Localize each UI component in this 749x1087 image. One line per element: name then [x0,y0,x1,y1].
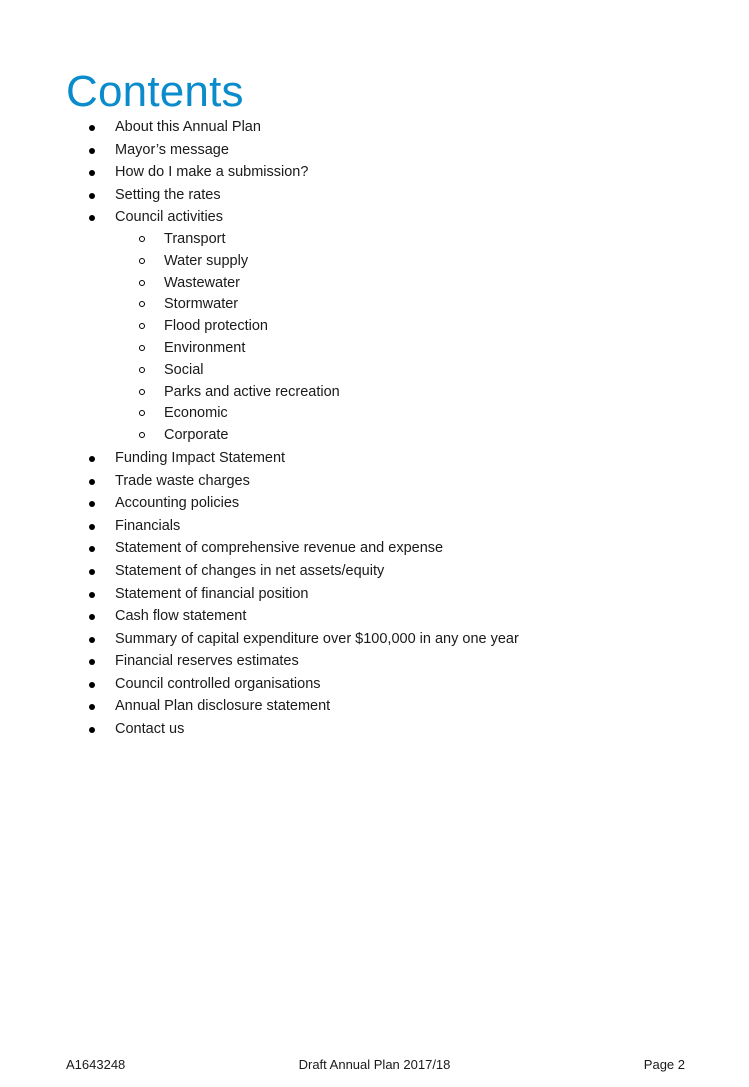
toc-sub-item-label: Environment [164,339,246,356]
toc-sub-item [0,425,749,447]
bullet-icon [89,456,95,462]
toc-item [0,537,749,560]
toc-item [0,116,749,139]
toc-sub-item [0,382,749,404]
toc-sub-item [0,338,749,360]
toc-item-label: Statement of changes in net assets/equity [115,562,385,579]
toc-sub-item [0,403,749,425]
bullet-icon [89,727,95,733]
bullet-icon [89,592,95,598]
toc-sub-section [0,229,749,447]
toc-item-label: Setting the rates [115,186,221,203]
toc-sub-item [0,360,749,382]
toc-item [0,583,749,606]
toc-item-label: Financials [115,517,181,534]
toc-item [0,605,749,628]
hollow-bullet-icon [139,432,145,438]
toc-item [0,515,749,538]
hollow-bullet-icon [139,280,145,286]
toc-item [0,650,749,673]
toc-item-label: Financial reserves estimates [115,653,299,670]
toc-item-label: Contact us [115,721,185,738]
bullet-icon [89,659,95,665]
toc-sub-item-label: Transport [164,230,226,247]
hollow-bullet-icon [139,389,145,395]
hollow-bullet-icon [139,345,145,351]
toc-item-label: Mayor’s message [115,141,229,158]
toc-item [0,492,749,515]
toc-item-label: Annual Plan disclosure statement [115,698,331,715]
bullet-icon [89,148,95,154]
footer-reference: A1643248 [66,1057,126,1072]
toc-sub-item-label: Corporate [164,427,229,444]
toc-item [0,673,749,696]
toc-sub-item-label: Flood protection [164,318,268,335]
page-footer [0,1055,749,1075]
toc-sub-list [0,229,749,447]
bullet-icon [89,682,95,688]
toc-item [0,470,749,493]
toc-sub-item [0,316,749,338]
toc-item [0,560,749,583]
footer-document-title: Draft Annual Plan 2017/18 [298,1057,451,1072]
toc-item-label: Accounting policies [115,495,240,512]
hollow-bullet-icon [139,258,145,264]
hollow-bullet-icon [139,301,145,307]
toc-item [0,718,749,741]
toc-sub-item-label: Parks and active recreation [164,383,340,400]
bullet-icon [89,125,95,131]
bullet-icon [89,637,95,643]
bullet-icon [89,170,95,176]
toc-item [0,206,749,229]
toc-sub-item [0,251,749,273]
bullet-icon [89,215,95,221]
hollow-bullet-icon [139,323,145,329]
bullet-icon [89,614,95,620]
contents-list [0,116,749,741]
footer-page-number: Page 2 [643,1057,685,1072]
toc-item-label: Trade waste charges [115,472,250,489]
toc-item-label: Statement of comprehensive revenue and expense [115,540,444,557]
toc-item [0,161,749,184]
bullet-icon [89,704,95,710]
toc-item-label: How do I make a submission? [115,164,309,181]
toc-item-label: Council controlled organisations [115,675,321,692]
toc-item [0,184,749,207]
toc-item [0,447,749,470]
hollow-bullet-icon [139,410,145,416]
hollow-bullet-icon [139,236,145,242]
hollow-bullet-icon [139,367,145,373]
toc-item-label: About this Annual Plan [115,119,261,135]
toc-sub-item-label: Stormwater [164,296,239,313]
bullet-icon [89,546,95,552]
page-title: Contents [66,67,244,116]
toc-sub-item-label: Social [164,361,204,378]
toc-sub-item-label: Wastewater [164,274,241,291]
toc-item-label: Funding Impact Statement [115,449,286,466]
bullet-icon [89,479,95,485]
bullet-icon [89,569,95,575]
toc-item [0,628,749,651]
toc-item-label: Statement of financial position [115,585,309,602]
toc-item-label: Summary of capital expenditure over $100,000 in any one year [115,630,519,647]
toc-item-label: Council activities [115,209,223,226]
toc-item-label: Cash flow statement [115,608,247,625]
toc-item [0,695,749,718]
toc-sub-item-label: Economic [164,405,228,422]
toc-sub-item [0,294,749,316]
toc-item [0,139,749,162]
toc-sub-item [0,273,749,295]
bullet-icon [89,501,95,507]
bullet-icon [89,193,95,199]
toc-sub-item [0,229,749,251]
toc-sub-item-label: Water supply [164,252,249,269]
bullet-icon [89,524,95,530]
